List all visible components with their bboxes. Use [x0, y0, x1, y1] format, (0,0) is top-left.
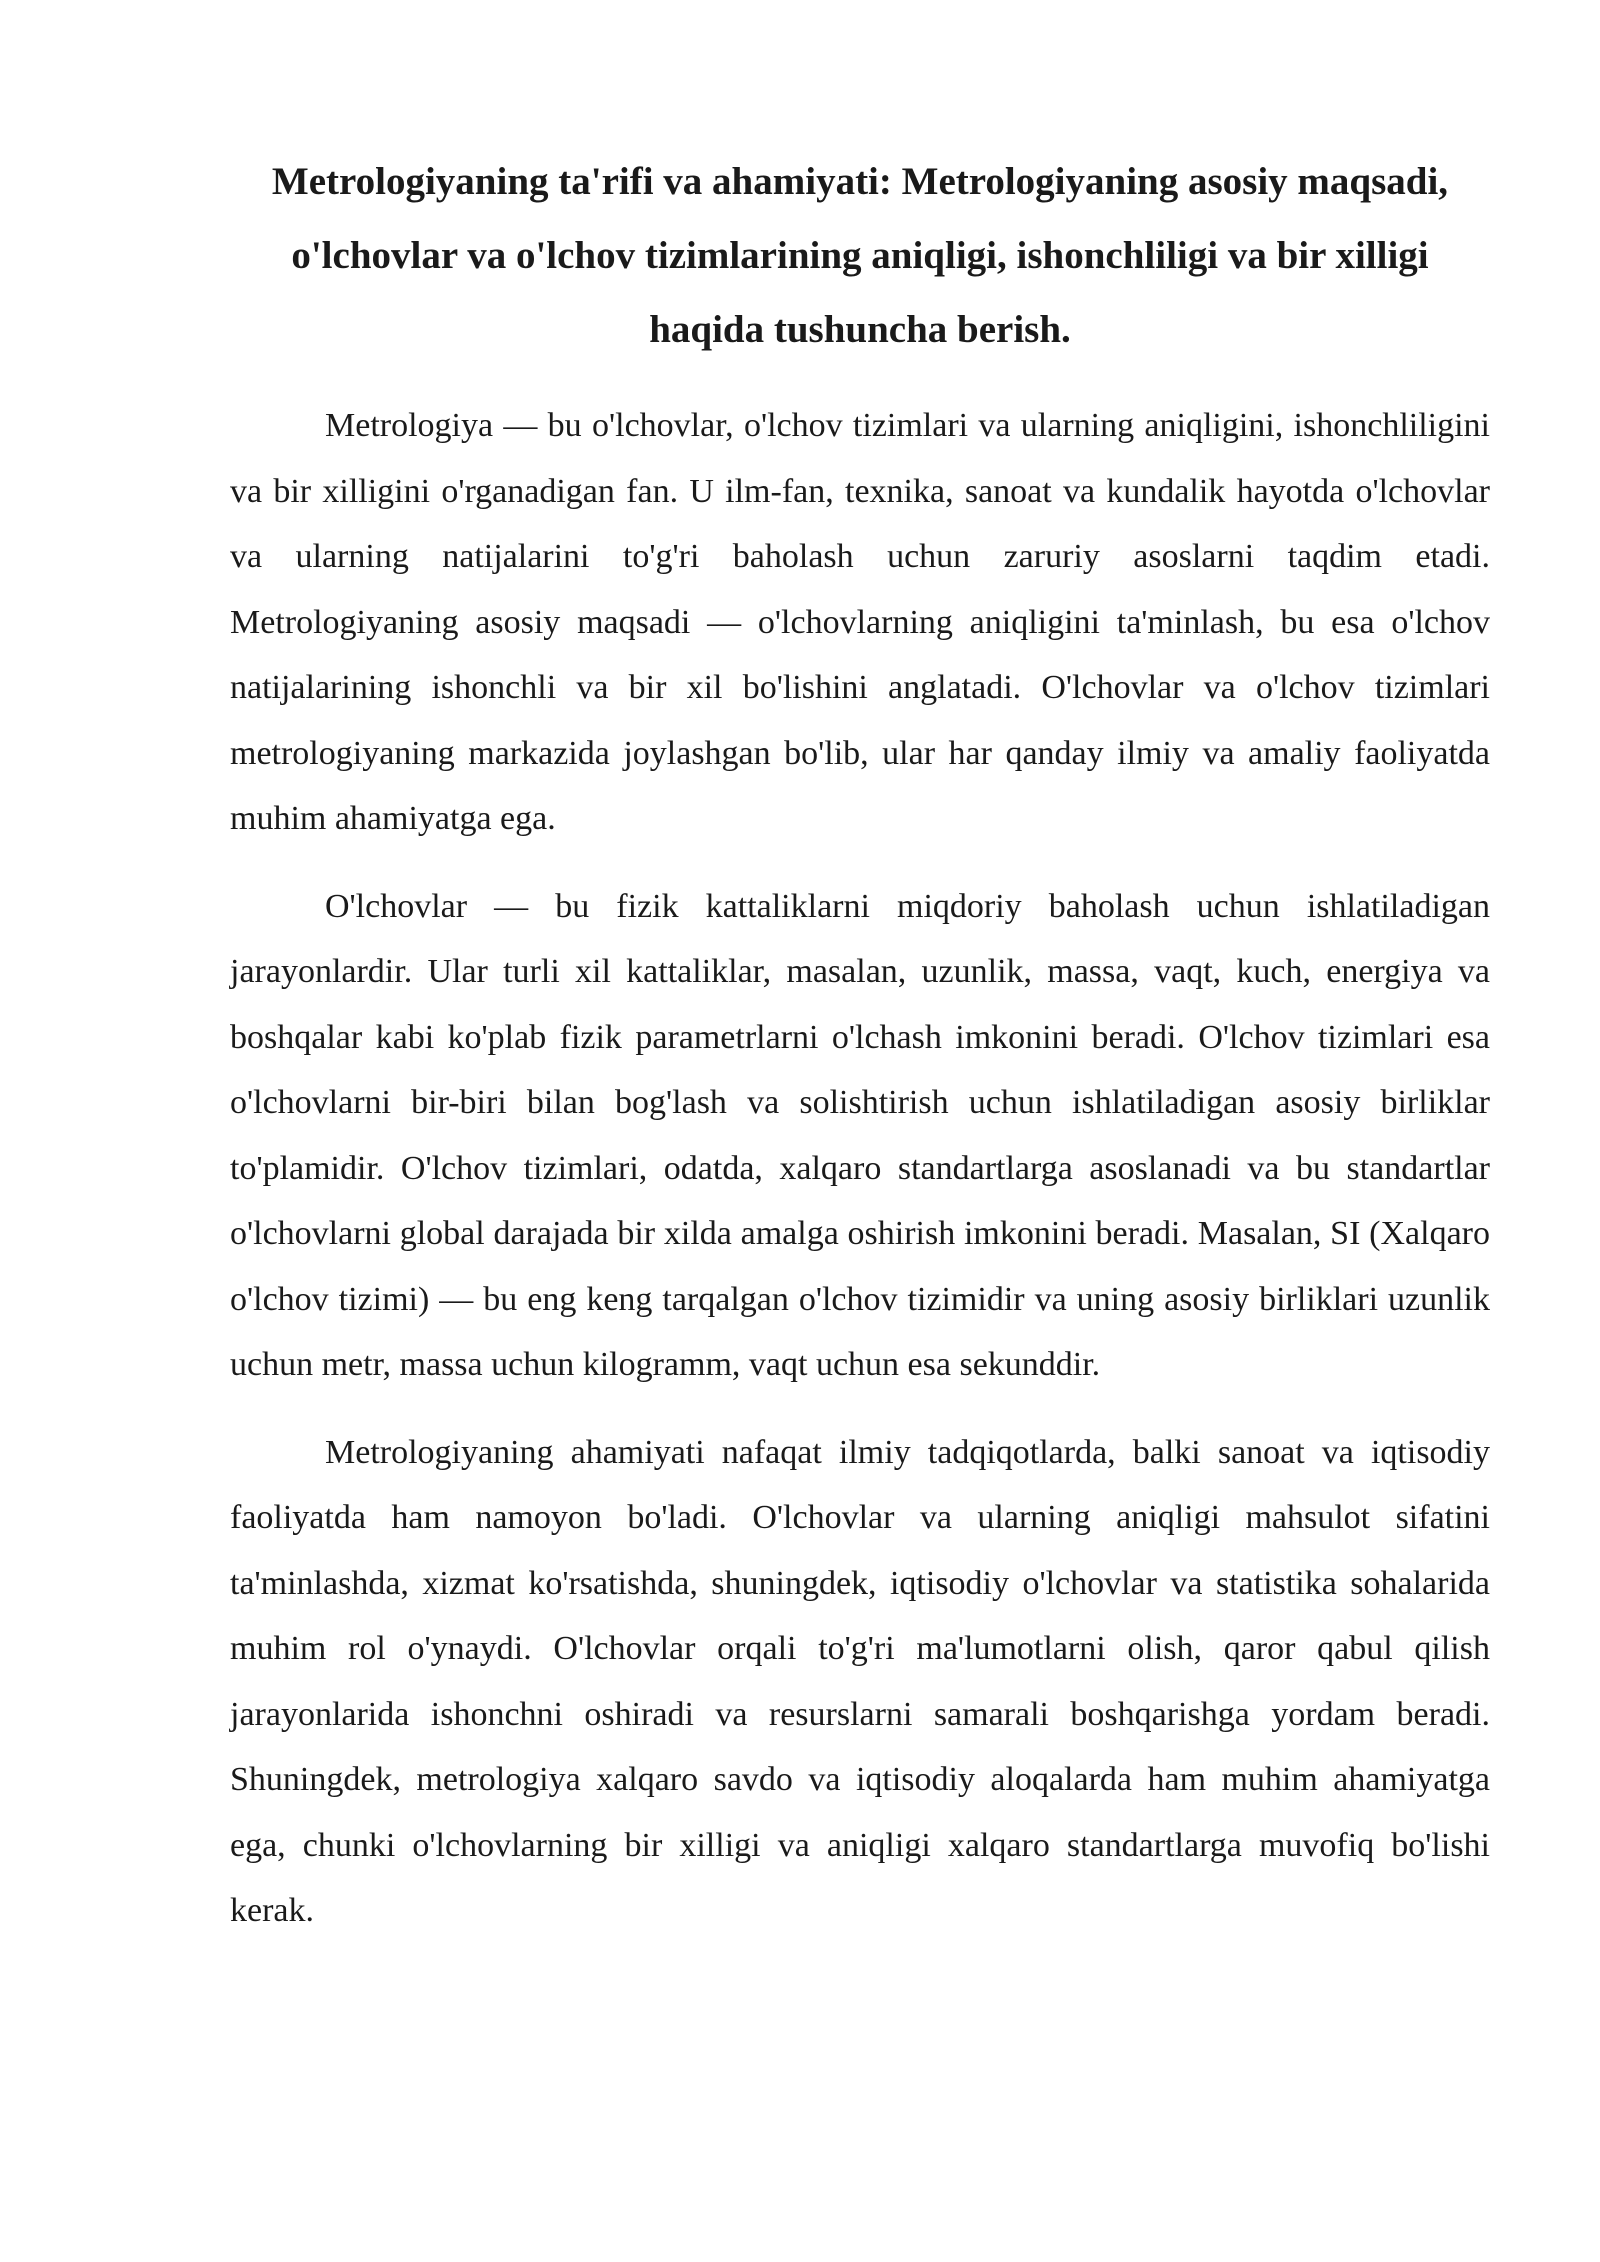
paragraph-definition: Metrologiya — bu o'lchovlar, o'lchov tizimlari va ularning aniqligini, ishonchliligini va bir xilligini o'rganadigan fan. U ilm-fan, texnika, sanoat va kundalik hayotda o'lchovlar va ularning natijalarini to'g'ri baholash uchun zaruriy asoslarni taqdim etadi. Metrologiyaning asosiy maqsadi — o'lchovlarning aniqligini ta'minlash, bu esa o'lchov natijalarining ishonchli va bir xil bo'lishini anglatadi. O'lchovlar va o'lchov tizimlari metrologiyaning markazida joylashgan bo'lib, ular har qanday ilmiy va amaliy faoliyatda muhim ahamiyatga ega.	[230, 407, 1490, 837]
paragraph-measurements: O'lchovlar — bu fizik kattaliklarni miqdoriy baholash uchun ishlatiladigan jarayonlardir. Ular turli xil kattaliklar, masalan, uzunlik, massa, vaqt, kuch, energiya va boshqalar kabi ko'plab fizik parametrlarni o'lchash imkonini beradi. O'lchov tizimlari esa o'lchovlarni bir-biri bilan bog'lash va solishtirish uchun ishlatiladigan asosiy birliklar to'plamidir. O'lchov tizimlari, odatda, xalqaro standartlarga asoslanadi va bu standartlar o'lchovlarni global darajada bir xilda amalga oshirish imkonini beradi. Masalan, SI (Xalqaro o'lchov tizimi) — bu eng keng tarqalgan o'lchov tizimidir va uning asosiy birliklari uzunlik uchun metr, massa uchun kilogramm, vaqt uchun esa sekunddir.	[230, 887, 1490, 1383]
paragraph-importance: Metrologiyaning ahamiyati nafaqat ilmiy tadqiqotlarda, balki sanoat va iqtisodiy faoliyatda ham namoyon bo'ladi. O'lchovlar va ularning aniqligi mahsulot sifatini ta'minlashda, xizmat ko'rsatishda, shuningdek, iqtisodiy o'lchovlar va statistika sohalarida muhim rol o'ynaydi. O'lchovlar orqali to'g'ri ma'lumotlarni olish, qaror qabul qilish jarayonlarida ishonchni oshiradi va resurslarni samarali boshqarishga yordam beradi. Shuningdek, metrologiya xalqaro savdo va iqtisodiy aloqalarda ham muhim ahamiyatga ega, chunki o'lchovlarning bir xilligi va aniqligi xalqaro standartlarga muvofiq bo'lishi kerak.	[230, 1433, 1490, 1929]
document-body	[230, 145, 1490, 1966]
document-title: Metrologiyaning ta'rifi va ahamiyati: Metrologiyaning asosiy maqsadi, o'lchovlar va o'lchov tizimlarining aniqligi, ishonchliligi va bir xilligi haqida tushuncha berish.	[271, 160, 1449, 351]
